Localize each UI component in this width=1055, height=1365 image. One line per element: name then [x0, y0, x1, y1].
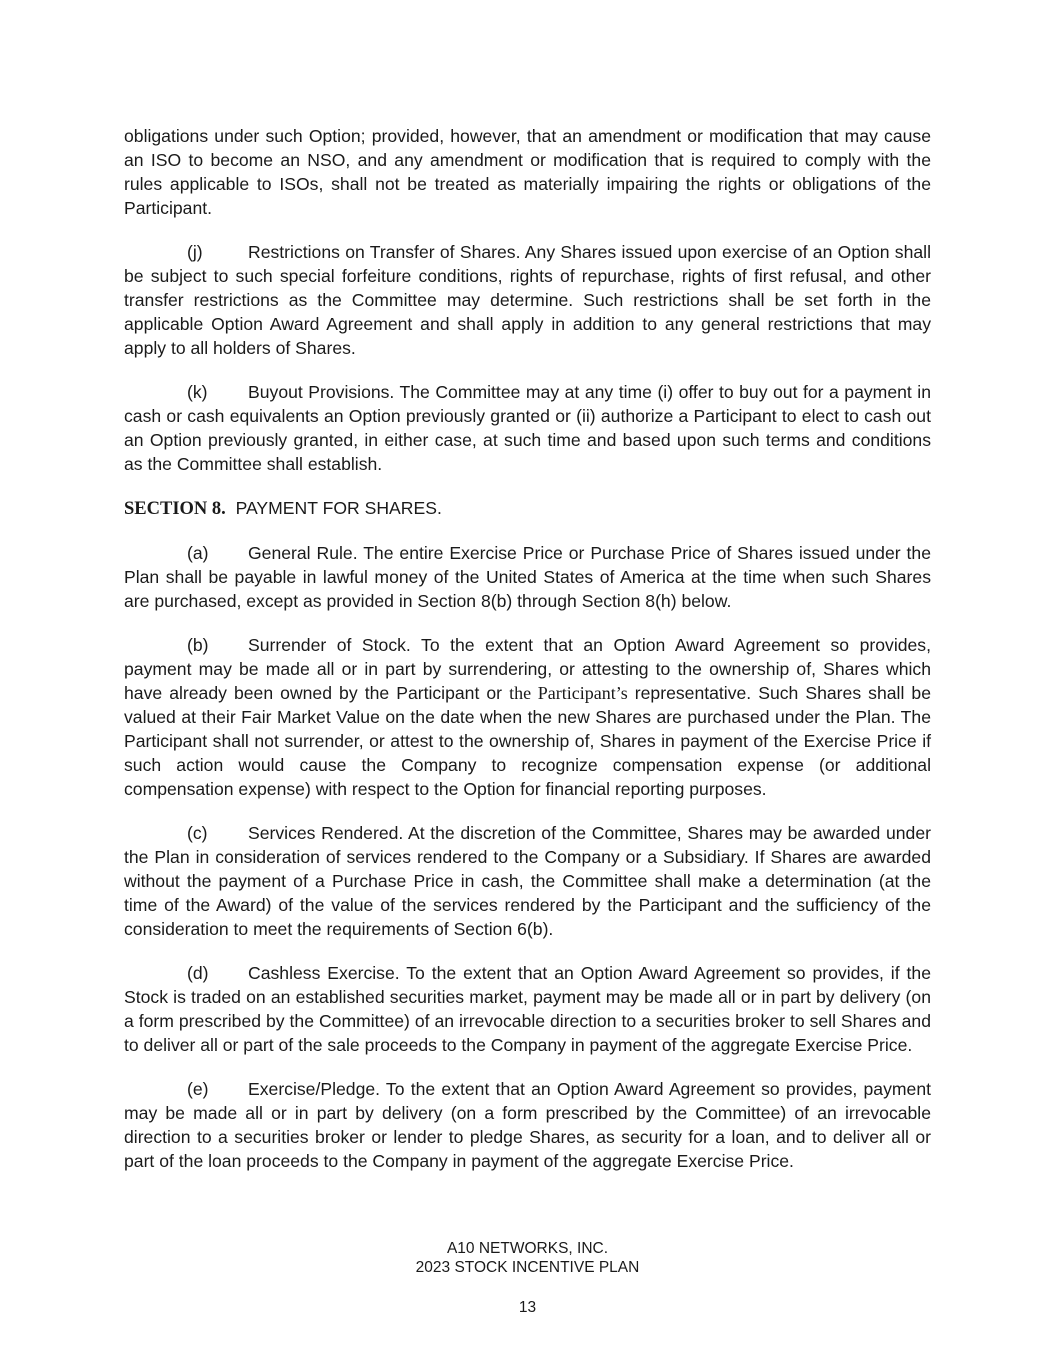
paragraph-k-text: Buyout Provisions. The Committee may at any time (i) offer to buy out for a payment in cash or cash equivalents an Option previously granted or (ii) authorize a Participant to elect to cash out an Option previously granted, in either case, at such time and based upon such terms and conditions as the Committee shall establish.	[124, 382, 931, 474]
paragraph-c-label: (c)	[187, 823, 208, 843]
section-8-number: SECTION 8.	[124, 499, 226, 519]
paragraph-e-label: (e)	[187, 1079, 209, 1099]
paragraph-e	[124, 1077, 931, 1173]
paragraph-a-text: General Rule. The entire Exercise Price or Purchase Price of Shares issued under the Plan shall be payable in lawful money of the United States of America at the time when such Shares are purchased, except as provided in Section 8(b) through Section 8(h) below.	[124, 543, 931, 611]
paragraph-b-text-serif: the Participant’s	[509, 683, 628, 703]
footer-plan-name: 2023 STOCK INCENTIVE PLAN	[415, 1259, 640, 1276]
paragraph-d	[124, 961, 931, 1057]
paragraph-c-text: Services Rendered. At the discretion of the Committee, Shares may be awarded under the Plan in consideration of services rendered to the Company or a Subsidiary. If Shares are awarded without the payment of a Purchase Price in cash, the Committee shall make a determination (at the time of the Award) of the value of the services rendered by the Participant and the sufficiency of the consideration to meet the requirements of Section 6(b).	[124, 823, 931, 939]
section-8-title: PAYMENT FOR SHARES.	[235, 498, 442, 518]
paragraph-b-text-before: Surrender of Stock. To the extent that an Option Award Agreement so provides, payment may be made all or in part by surrendering, or attesting to the ownership of, Shares which have already been owned by the Participant or	[124, 635, 931, 703]
section-8-heading	[124, 496, 931, 521]
paragraph-c	[124, 821, 931, 941]
document-body	[124, 124, 931, 1193]
paragraph-e-text: Exercise/Pledge. To the extent that an Option Award Agreement so provides, payment may be made all or in part by delivery (on a form prescribed by the Committee) of an irrevocable direction to a securities broker or lender to pledge Shares, as security for a loan, and to deliver all or part of the loan proceeds to the Company in payment of the aggregate Exercise Price.	[124, 1079, 931, 1171]
page-number: 13	[518, 1299, 537, 1316]
paragraph-k	[124, 380, 931, 476]
paragraph-b-label: (b)	[187, 635, 209, 655]
paragraph-j-text: Restrictions on Transfer of Shares. Any Shares issued upon exercise of an Option shall be subject to such special forfeiture conditions, rights of repurchase, rights of first refusal, and other transfer restrictions as the Committee may determine. Such restrictions shall be set forth in the applicable Option Award Agreement and shall apply in addition to any general restrictions that may apply to all holders of Shares.	[124, 242, 931, 358]
paragraph-a-label: (a)	[187, 543, 209, 563]
paragraph-b-text-after: representative. Such Shares shall be valued at their Fair Market Value on the date when the new Shares are purchased under the Plan. The Participant shall not surrender, or attest to the ownership of, Shares in payment of the Exercise Price if such action would cause the Company to recognize compensation expense (or additional compensation expense) with respect to the Option for financial reporting purposes.	[124, 683, 931, 799]
paragraph-j	[124, 240, 931, 360]
paragraph-k-label: (k)	[187, 382, 208, 402]
paragraph-d-text: Cashless Exercise. To the extent that an Option Award Agreement so provides, if the Stock is traded on an established securities market, payment may be made all or in part by delivery (on a form prescribed by the Committee) of an irrevocable direction to a securities broker to sell Shares and to deliver all or part of the sale proceeds to the Company in payment of the aggregate Exercise Price.	[124, 963, 931, 1055]
paragraph-b	[124, 633, 931, 801]
paragraph-j-label: (j)	[187, 242, 203, 262]
footer-company-name: A10 NETWORKS, INC.	[446, 1240, 609, 1257]
paragraph-a	[124, 541, 931, 613]
paragraph-d-label: (d)	[187, 963, 209, 983]
continuation-paragraph: obligations under such Option; provided, however, that an amendment or modification that may cause an ISO to become an NSO, and any amendment or modification that is required to comply with the rules applicable to ISOs, shall not be treated as materially impairing the rights or obligations of the Participant.	[124, 126, 931, 218]
